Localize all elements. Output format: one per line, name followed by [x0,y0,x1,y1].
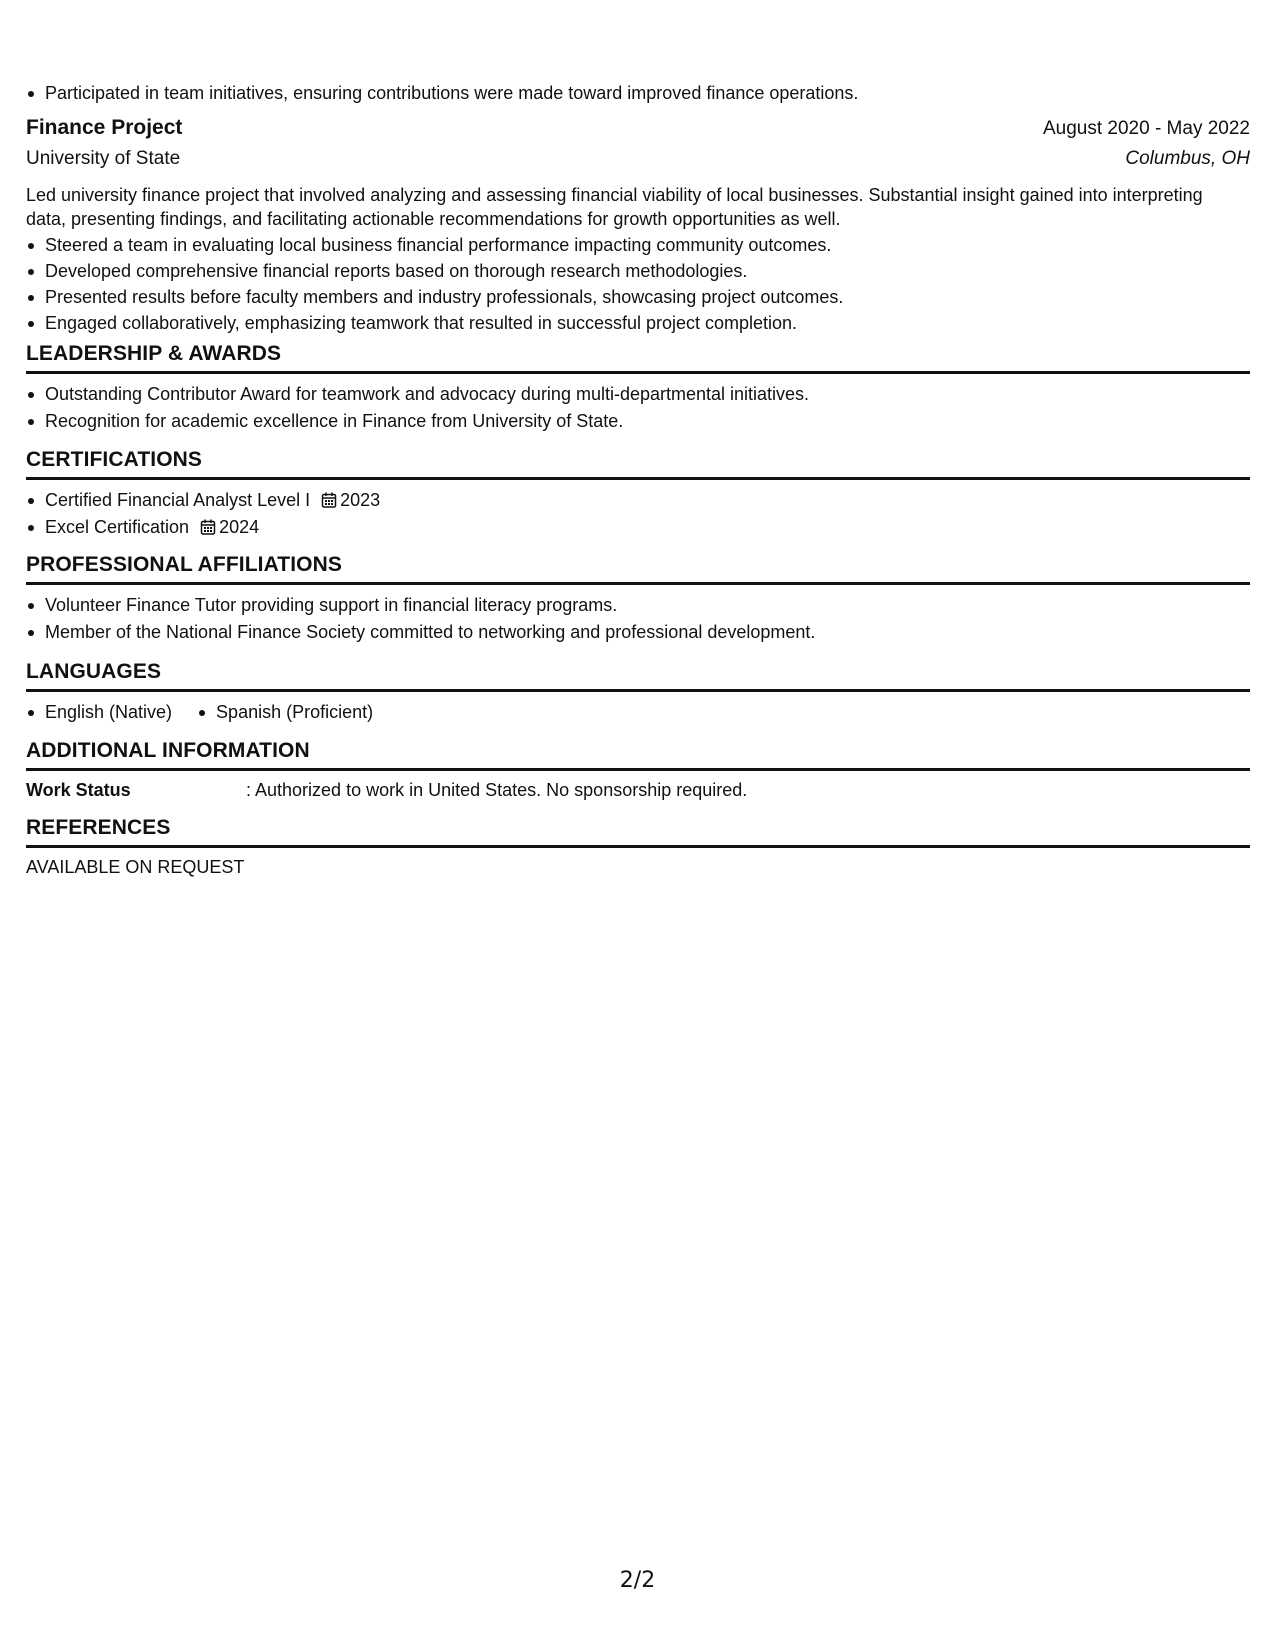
certification-year: 2023 [340,490,381,510]
work-status-row [26,778,1250,802]
section-title: LANGUAGES [26,660,1250,692]
section-title: ADDITIONAL INFORMATION [26,739,1250,771]
list-item: Steered a team in evaluating local business financial performance impacting community outcomes. [26,232,1250,258]
project-title: Finance Project [26,116,183,139]
list-item: Outstanding Contributor Award for teamwork and advocacy during multi-departmental initiatives. [26,381,1250,408]
page-number: 2/2 [619,1568,656,1593]
affiliations-section [26,553,1250,646]
section-title: CERTIFICATIONS [26,448,1250,480]
language-item: Spanish (Proficient) [197,699,373,726]
project-location: Columbus, OH [1125,148,1250,169]
section-title: LEADERSHIP & AWARDS [26,342,1250,374]
certification-name: Certified Financial Analyst Level I [45,490,311,510]
certification-name: Excel Certification [45,517,190,537]
project-organization: University of State [26,148,181,169]
languages-section [26,660,1250,726]
list-item: Developed comprehensive financial reports based on thorough research methodologies. [26,258,1250,284]
certification-item [26,514,1250,541]
project-description: Led university finance project that involved analyzing and assessing financial viability of local businesses. Substantial insight gained into interpreting data, presenting findings, and facilitating actionable recommendations for growth opportunities as well. [26,185,1203,229]
list-item: Member of the National Finance Society committed to networking and professional development. [26,619,1250,646]
leadership-section [26,342,1250,435]
previous-entry-bullets [26,80,858,107]
project-entry [26,116,1250,336]
project-dates: August 2020 - May 2022 [1042,118,1250,139]
list-item: Participated in team initiatives, ensuring contributions were made toward improved finance operations. [26,80,858,107]
work-status-label: Work Status [26,780,131,800]
additional-info-section [26,739,1250,802]
list-item: Volunteer Finance Tutor providing support in financial literacy programs. [26,592,1250,619]
list-item: Recognition for academic excellence in Finance from University of State. [26,408,1250,435]
list-item: Engaged collaboratively, emphasizing teamwork that resulted in successful project completion. [26,310,1250,336]
certification-item [26,487,1250,514]
language-item: English (Native) [26,699,172,726]
certifications-section [26,448,1250,541]
calendar-icon [200,519,216,535]
certification-year: 2024 [219,517,260,537]
project-bullets [26,232,1250,336]
references-section [26,816,1250,879]
list-item: Presented results before faculty members and industry professionals, showcasing project outcomes. [26,284,1250,310]
calendar-icon [321,492,337,508]
section-title: REFERENCES [26,816,1250,848]
work-status-value: : Authorized to work in United States. No sponsorship required. [246,780,748,800]
references-text: AVAILABLE ON REQUEST [26,857,245,877]
section-title: PROFESSIONAL AFFILIATIONS [26,553,1250,585]
